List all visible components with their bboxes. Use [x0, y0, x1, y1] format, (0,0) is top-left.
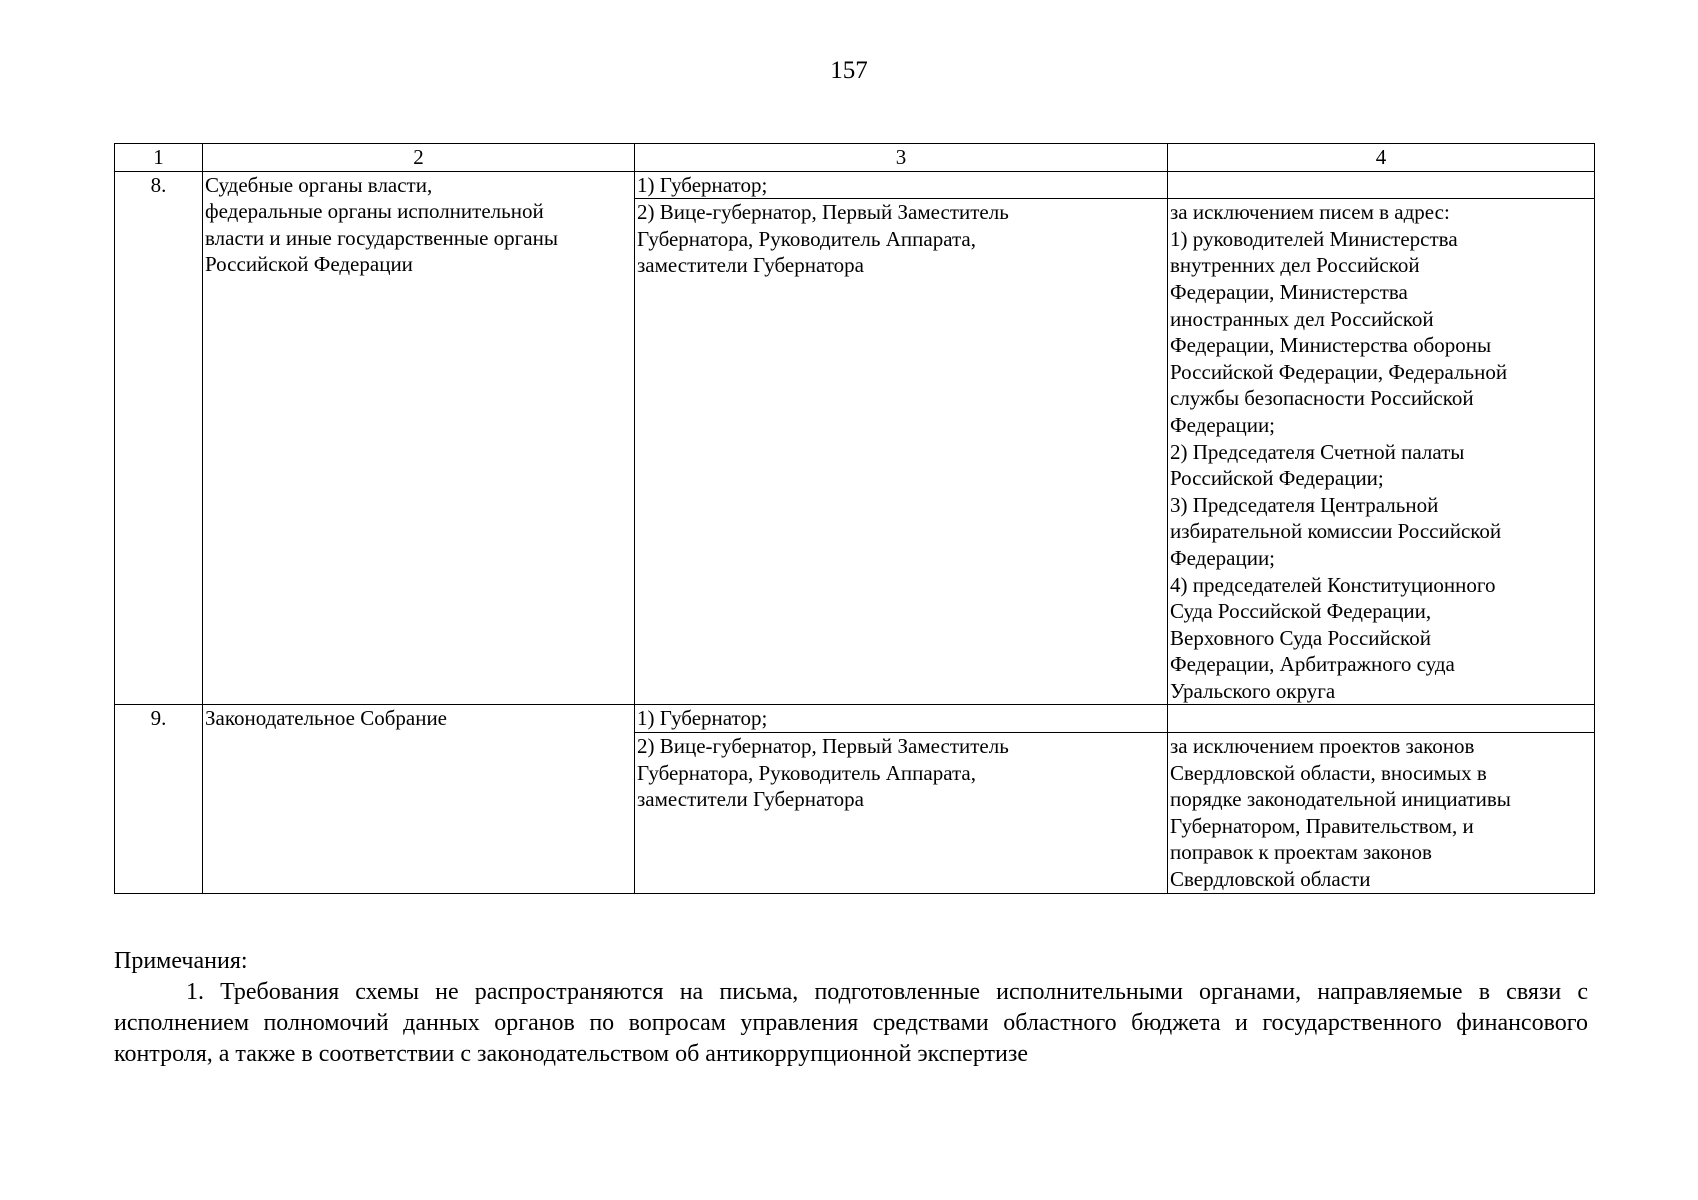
column-header-4: 4	[1168, 144, 1595, 172]
row-number: 9.	[115, 705, 203, 893]
column-header-1: 1	[115, 144, 203, 172]
signers-table	[114, 143, 1595, 894]
exceptions-cell	[1168, 705, 1595, 733]
column-header-2: 2	[203, 144, 635, 172]
signer-cell: 1) Губернатор;	[635, 171, 1168, 199]
signer-cell: 2) Вице-губернатор, Первый Заместитель Губернатора, Руководитель Аппарата, заместители Губернатора	[635, 199, 1168, 705]
page-number: 157	[830, 57, 868, 84]
notes-section	[114, 946, 1588, 1070]
addressee-cell: Законодательное Собрание	[203, 705, 635, 893]
signer-cell: 2) Вице-губернатор, Первый Заместитель Губернатора, Руководитель Аппарата, заместители Губернатора	[635, 733, 1168, 894]
signer-cell: 1) Губернатор;	[635, 705, 1168, 733]
notes-title: Примечания:	[114, 948, 248, 974]
row-number: 8.	[115, 171, 203, 705]
exceptions-cell: за исключением проектов законов Свердловской области, вносимых в порядке законодательной инициативы Губернатором, Правительством, и поправок к проектам законов Свердловской области	[1168, 733, 1595, 894]
exceptions-cell	[1168, 171, 1595, 199]
note-item: 1. Требования схемы не распространяются на письма, подготовленные исполнительными органами, направляемые в связи с исполнением полномочий данных органов по вопросам управления средствами областного бюджета и государственного финансового контроля, а также в соответствии с законодательством об антикоррупционной экспертизе	[114, 979, 1588, 1067]
table-row	[115, 705, 1595, 733]
table-row	[115, 171, 1595, 199]
addressee-cell: Судебные органы власти, федеральные органы исполнительной власти и иные государственные органы Российской Федерации	[203, 171, 635, 705]
table-header-row	[115, 144, 1595, 172]
exceptions-cell: за исключением писем в адрес: 1) руководителей Министерства внутренних дел Российской Федерации, Министерства иностранных дел Российской Федерации, Министерства обороны Российской Федерации, Федеральной службы безопасности Российской Федерации; 2) Председателя Счетной палаты Российской Федерации; 3) Председателя Центральной избирательной комиссии Российской Федерации; 4) председателей Конституционного Суда Российской Федерации, Верховного Суда Российской Федерации, Арбитражного суда Уральского округа	[1168, 199, 1595, 705]
column-header-3: 3	[635, 144, 1168, 172]
